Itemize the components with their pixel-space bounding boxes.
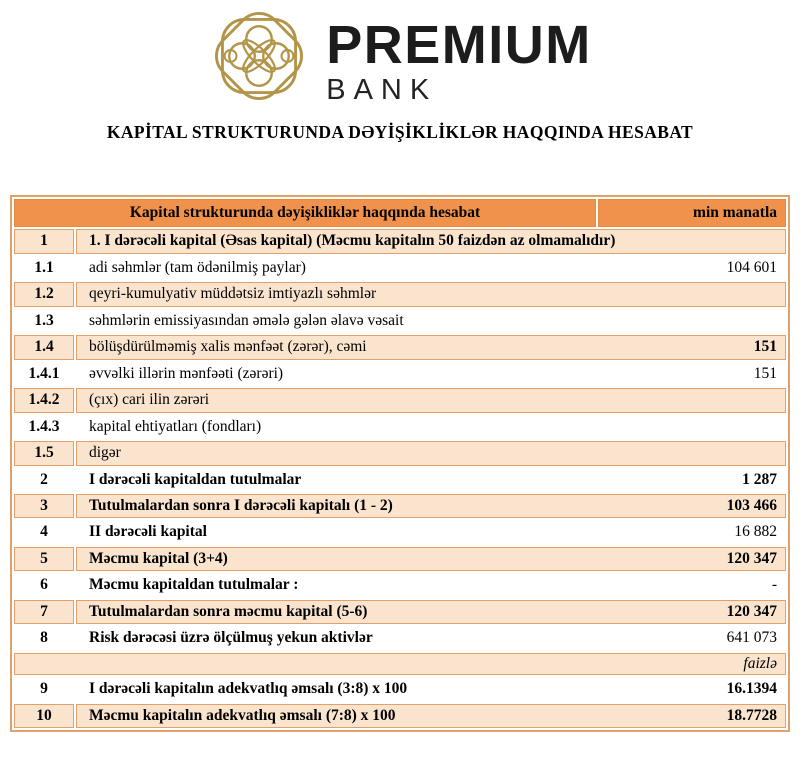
row-number: 1.4 xyxy=(14,335,74,359)
row-label: əvvəlki illərin mənfəəti (zərəri) xyxy=(89,364,284,382)
row-number: 3 xyxy=(14,494,74,518)
capital-structure-table xyxy=(12,197,788,730)
row-label: səhmlərin emissiyasından əmələ gələn əlavə vəsait xyxy=(89,311,404,329)
table-row xyxy=(14,282,786,306)
row-number: 6 xyxy=(14,573,74,597)
row-number: 1 xyxy=(14,229,74,253)
row-number: 1.1 xyxy=(14,256,74,280)
table-row xyxy=(14,520,786,544)
brand-wordmark xyxy=(326,5,592,107)
row-label: kapital ehtiyatları (fondları) xyxy=(89,417,262,435)
table-row xyxy=(14,494,786,518)
table-row xyxy=(14,362,786,386)
row-value: - xyxy=(771,576,777,594)
table-header-row xyxy=(14,199,786,227)
percent-note-row xyxy=(14,653,786,675)
table-row xyxy=(14,335,786,359)
row-number: 9 xyxy=(14,677,74,701)
row-number: 10 xyxy=(14,704,74,728)
row-value: 18.7728 xyxy=(726,706,777,724)
table-row xyxy=(14,256,786,280)
row-label: I dərəcəli kapitalın adekvatlıq əmsalı (3:8) x 100 xyxy=(89,680,408,698)
row-label: Məcmu kapital (3+4) xyxy=(89,549,228,567)
brand-name: PREMIUM xyxy=(326,15,592,75)
table-row xyxy=(14,547,786,571)
row-value: 120 347 xyxy=(726,602,777,620)
row-label: (çıx) cari ilin zərəri xyxy=(89,391,210,409)
row-number: 1.4.3 xyxy=(14,415,74,439)
report-table-container xyxy=(10,195,790,732)
row-label: Risk dərəcəsi üzrə ölçülmuş yekun aktivlər xyxy=(89,629,373,647)
table-row xyxy=(14,388,786,412)
knot-icon xyxy=(208,5,310,107)
percent-note: faizlə xyxy=(14,653,786,675)
row-number: 7 xyxy=(14,600,74,624)
bank-logo xyxy=(0,0,800,107)
brand-subname: BANK xyxy=(326,73,438,106)
row-number: 4 xyxy=(14,520,74,544)
row-number: 2 xyxy=(14,468,74,492)
row-number: 1.4.2 xyxy=(14,388,74,412)
row-label: Tutulmalardan sonra I dərəcəli kapitalı (1 - 2) xyxy=(89,496,393,514)
row-value: 104 601 xyxy=(726,258,777,276)
table-row xyxy=(14,309,786,333)
table-row xyxy=(14,468,786,492)
table-row xyxy=(14,600,786,624)
row-label: Məcmu kapitaldan tutulmalar : xyxy=(89,576,299,594)
row-number: 1.2 xyxy=(14,282,74,306)
row-value: 151 xyxy=(753,338,777,356)
row-number: 5 xyxy=(14,547,74,571)
row-number: 1.3 xyxy=(14,309,74,333)
table-row xyxy=(14,704,786,728)
row-label: adi səhmlər (tam ödənilmiş paylar) xyxy=(89,258,306,276)
row-value: 103 466 xyxy=(726,496,777,514)
page-title: KAPİTAL STRUKTURUNDA DƏYİŞİKLİKLƏR HAQQINDA HESABAT xyxy=(106,122,694,142)
row-label: 1. I dərəcəli kapital (Əsas kapital) (Məcmu kapitalın 50 faizdən az olmamalıdır) xyxy=(89,232,616,250)
table-row xyxy=(14,573,786,597)
row-value: 120 347 xyxy=(726,549,777,567)
table-row xyxy=(14,229,786,253)
table-header-unit: min manatla xyxy=(598,199,786,227)
row-value: 151 xyxy=(753,364,777,382)
row-value: 16.1394 xyxy=(726,680,777,698)
row-label: qeyri-kumulyativ müddətsiz imtiyazlı səhmlər xyxy=(89,285,377,303)
row-value: 16 882 xyxy=(734,523,777,541)
row-label: bölüşdürülməmiş xalis mənfəət (zərər), cəmi xyxy=(89,338,367,356)
row-value: 1 287 xyxy=(742,470,777,488)
row-label: I dərəcəli kapitaldan tutulmalar xyxy=(89,470,302,488)
table-header-title: Kapital strukturunda dəyişikliklər haqqında hesabat xyxy=(14,199,596,227)
table-row xyxy=(14,441,786,465)
row-number: 8 xyxy=(14,626,74,650)
row-label: Tutulmalardan sonra məcmu kapital (5-6) xyxy=(89,602,368,620)
row-label: digər xyxy=(89,444,121,462)
table-row xyxy=(14,626,786,650)
table-row xyxy=(14,677,786,701)
row-number: 1.4.1 xyxy=(14,362,74,386)
row-label: II dərəcəli kapital xyxy=(89,523,207,541)
row-label: Məcmu kapitalın adekvatlıq əmsalı (7:8) x 100 xyxy=(89,706,396,724)
row-value: 641 073 xyxy=(726,629,777,647)
table-row xyxy=(14,415,786,439)
row-number: 1.5 xyxy=(14,441,74,465)
